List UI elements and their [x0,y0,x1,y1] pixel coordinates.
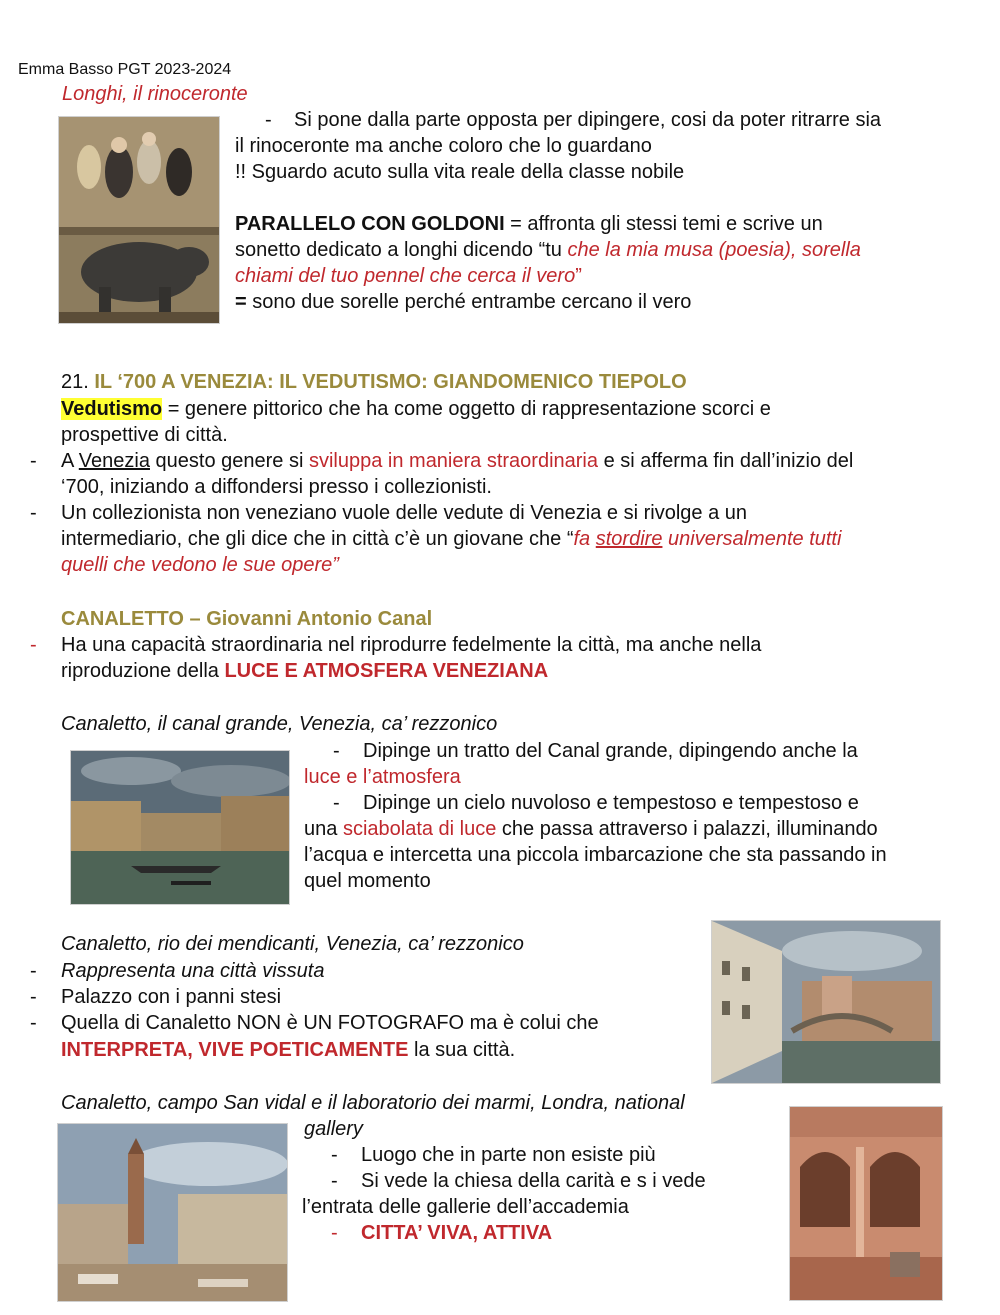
vedutismo-definition: Vedutismo = genere pittorico che ha come oggetto di rappresentazione scorci e [61,398,771,420]
canal-grande-title: Canaletto, il canal grande, Venezia, ca’ rezzonico [61,713,498,735]
bullet-dash: - [30,960,37,982]
san-vidal-bullet-2: Si vede la chiesa della carità e s i vede [361,1170,706,1192]
canal-grande-line-5: l’acqua e intercetta una piccola imbarcazione che sta passando in [304,844,887,866]
longhi-title: Longhi, il rinoceronte [62,83,248,105]
collezionista-bullet: Un collezionista non veneziano vuole delle vedute di Venezia e si rivolge a un [61,502,748,524]
canaletto-paragraph-cont: riproduzione della LUCE E ATMOSFERA VENEZIANA [61,660,549,682]
bullet-dash-red: - [30,634,37,656]
goldoni-line-2: sonetto dedicato a longhi dicendo “tu che la mia musa (poesia), sorella [235,239,861,261]
bullet-dash: - [333,792,340,814]
bullet-dash: - [333,740,340,762]
san-vidal-bullet-2-cont: l’entrata delle gallerie dell’accademia [302,1196,629,1218]
longhi-line-3: !! Sguardo acuto sulla vita reale della classe nobile [235,161,685,183]
longhi-line-1: Si pone dalla parte opposta per dipingere, cosi da poter ritrarre sia [294,109,882,131]
bullet-dash-red: - [331,1222,338,1244]
longhi-rhinoceros-painting [58,116,220,324]
goldoni-heading: PARALLELO CON GOLDONI [235,213,505,235]
vedutismo-term: Vedutismo [61,398,163,420]
goldoni-line-1: PARALLELO CON GOLDONI = affronta gli stessi temi e scrive un [235,213,823,235]
san-vidal-bullet-3: CITTA’ VIVA, ATTIVA [361,1222,553,1244]
goldoni-line-4: = sono due sorelle perché entrambe cercano il vero [235,291,692,313]
bullet-dash: - [331,1144,338,1166]
goldoni-line-3: chiami del tuo pennel che cerca il vero” [235,265,582,287]
mendicanti-title: Canaletto, rio dei mendicanti, Venezia, ca’ rezzonico [61,933,524,955]
canal-grande-line-6: quel momento [304,870,431,892]
bullet-dash: - [30,450,37,472]
venezia-bullet-cont: ‘700, iniziando a diffondersi presso i collezionisti. [61,476,492,498]
stonemasons-yard-detail-painting [789,1106,943,1301]
canal-grande-painting [70,750,290,905]
campo-san-vidal-painting [57,1123,288,1302]
mendicanti-bullet-3: Quella di Canaletto NON è UN FOTOGRAFO ma è colui che [61,1012,599,1034]
canaletto-heading: CANALETTO – Giovanni Antonio Canal [61,608,433,630]
san-vidal-title: Canaletto, campo San vidal e il laboratorio dei marmi, Londra, national [61,1092,685,1114]
bullet-dash: - [30,1012,37,1034]
vedutismo-definition-cont: prospettive di città. [61,424,228,446]
venezia-bullet: A Venezia questo genere si sviluppa in maniera straordinaria e si afferma fin dall’inizio del [61,450,854,472]
canal-grande-line-4: una sciabolata di luce che passa attraverso i palazzi, illuminando [304,818,878,840]
longhi-line-2: il rinoceronte ma anche coloro che lo guardano [235,135,652,157]
canal-grande-line-2: luce e l’atmosfera [304,766,461,788]
san-vidal-title-cont: gallery [304,1118,363,1140]
section-21-heading: 21. IL ‘700 A VENEZIA: IL VEDUTISMO: GIANDOMENICO TIEPOLO [61,371,687,393]
san-vidal-bullet-1: Luogo che in parte non esiste più [361,1144,656,1166]
canal-grande-line-3: Dipinge un cielo nuvoloso e tempestoso e tempestoso e [363,792,859,814]
rio-dei-mendicanti-painting [711,920,941,1084]
bullet-dash: - [30,502,37,524]
canaletto-paragraph: Ha una capacità straordinaria nel riprodurre fedelmente la città, ma anche nella [61,634,762,656]
bullet-dash: - [30,986,37,1008]
collezionista-quote-end: quelli che vedono le sue opere” [61,554,339,576]
mendicanti-bullet-1: Rappresenta una città vissuta [61,960,325,982]
canal-grande-line-1: Dipinge un tratto del Canal grande, dipingendo anche la [363,740,858,762]
mendicanti-bullet-2: Palazzo con i panni stesi [61,986,282,1008]
author-header: Emma Basso PGT 2023-2024 [18,61,232,78]
bullet-dash: - [265,109,272,131]
bullet-dash: - [331,1170,338,1192]
collezionista-bullet-cont: intermediario, che gli dice che in città c’è un giovane che “fa stordire universalmente tutti [61,528,842,550]
mendicanti-bullet-3-cont: INTERPRETA, VIVE POETICAMENTE la sua città. [61,1039,516,1061]
